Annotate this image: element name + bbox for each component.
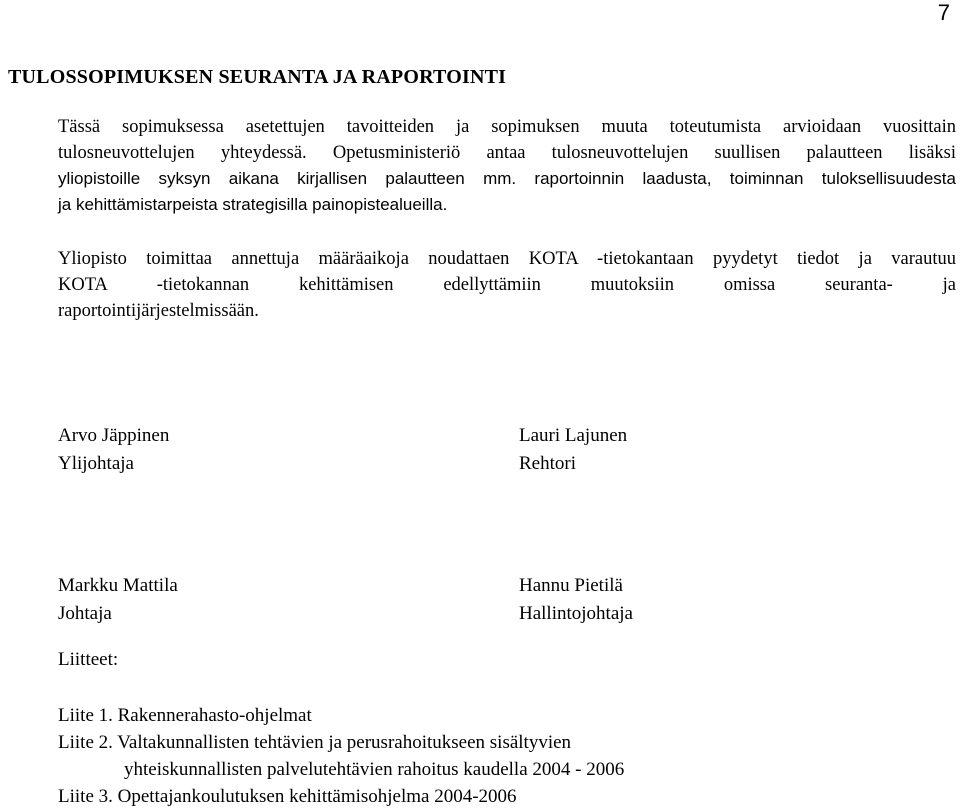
attachments-label: Liitteet: (58, 649, 119, 670)
attachment-item: Liite 1. Rakennerahasto-ohjelmat (58, 705, 312, 726)
signatory-name: Markku Mattila (58, 575, 178, 596)
attachment-item: Liite 3. Opettajankoulutuksen kehittämisohjelma 2004-2006 (58, 786, 517, 807)
signatory-name: Lauri Lajunen (519, 425, 628, 446)
attachment-item: Liite 2. Valtakunnallisten tehtävien ja perusrahoitukseen sisältyvien (58, 732, 572, 753)
signatory-role: Johtaja (58, 603, 112, 624)
paragraph-line: yliopistoille syksyn aikana kirjallisen palautteen mm. raportoinnin laadusta, toiminnan tuloksellisuudesta (58, 169, 956, 188)
signatory-role: Ylijohtaja (58, 453, 134, 474)
signature-mattila (58, 572, 178, 628)
paragraph-evaluation (58, 114, 956, 218)
signatory-name: Hannu Pietilä (519, 575, 623, 596)
paragraph-line: ja kehittämistarpeista strategisilla painopistealueilla. (58, 195, 448, 214)
attachments-list (58, 702, 624, 810)
attachment-item-continuation: yhteiskunnallisten palvelutehtävien rahoitus kaudella 2004 - 2006 (124, 759, 625, 780)
signature-jappinen (58, 422, 169, 478)
paragraph-line: raportointijärjestelmissään. (58, 301, 259, 321)
paragraph-kota (58, 246, 956, 324)
signatory-role: Hallintojohtaja (519, 603, 633, 624)
paragraph-line: Yliopisto toimittaa annettuja määräaikoja noudattaen KOTA -tietokantaan pyydetyt tiedot ja varautuu (58, 249, 956, 269)
paragraph-line: tulosneuvottelujen yhteydessä. Opetusministeriö antaa tulosneuvottelujen suullisen palautteen lisäksi (58, 143, 956, 163)
paragraph-line: Tässä sopimuksessa asetettujen tavoitteiden ja sopimuksen muuta toteutumista arvioidaan vuosittain (58, 117, 956, 137)
signatory-role: Rehtori (519, 453, 576, 474)
paragraph-line: KOTA -tietokannan kehittämisen edellyttämiin muutoksiin omissa seuranta- ja (58, 275, 956, 295)
signature-lajunen (519, 422, 627, 478)
signature-pietila (519, 572, 633, 628)
signatory-name: Arvo Jäppinen (58, 425, 170, 446)
section-title: TULOSSOPIMUKSEN SEURANTA JA RAPORTOINTI (8, 66, 507, 88)
page-number: 7 (937, 0, 950, 25)
